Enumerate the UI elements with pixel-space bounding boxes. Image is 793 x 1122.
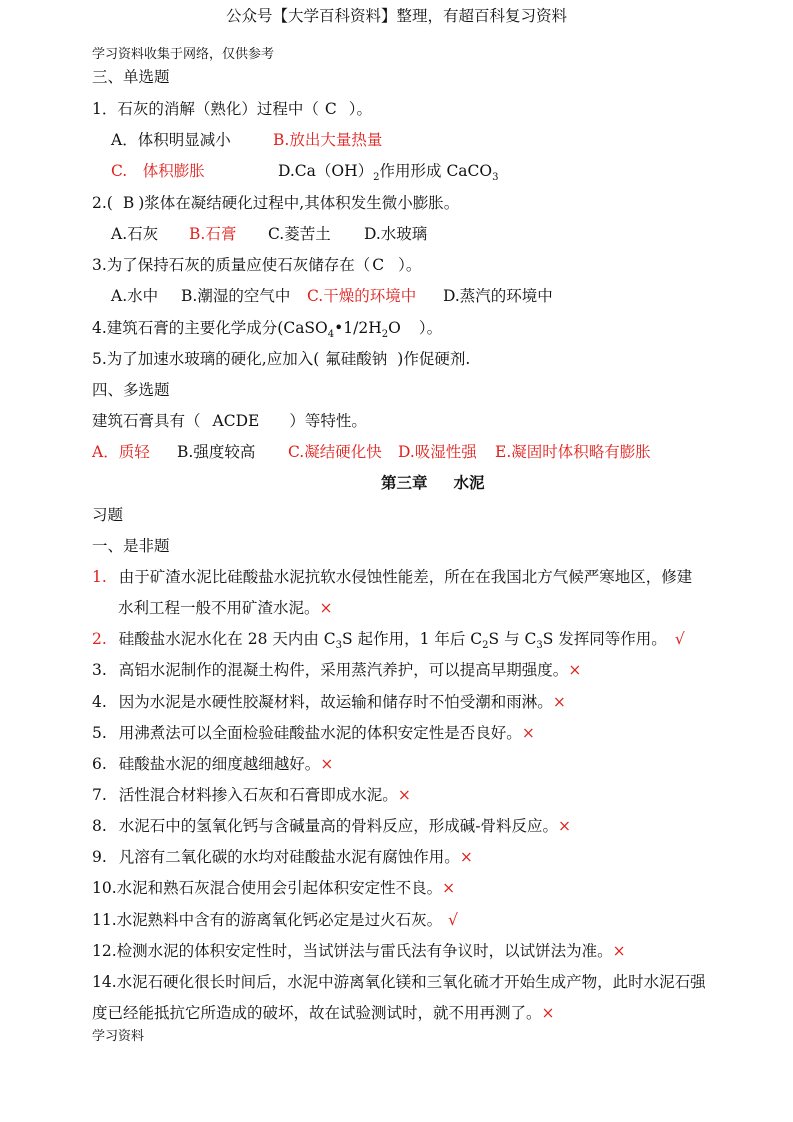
mark-cross: × [541,1004,555,1022]
tf-item-11: 11.水泥熟料中含有的游离氧化钙必定是过火石灰。 √ [92,911,459,929]
answer-2: B [122,194,135,212]
section-multi-choice-title: 四、多选题 [92,381,170,399]
q3-option-a: A.水中 [111,287,159,305]
mark-cross: × [521,724,535,742]
mark-check: √ [674,630,685,648]
tf-item-2: 2. 硅酸盐水泥水化在 28 天内由 $C_3S$ 起作用，1 年后 $C_2S$ 与 $C_3S$ 发挥同等作用。 √ [92,630,685,651]
header-note: 学习资料收集于网络，仅供参考 [92,47,275,62]
tf-item-1-cont: 水利工程一般不用矿渣水泥。× [118,599,333,617]
q2-option-d: D.水玻璃 [364,225,428,243]
tf-item-8: 8. 水泥石中的氢氧化钙与含碱量高的骨料反应，形成碱-骨料反应。× [92,817,572,835]
tf-item-14: 14.水泥石硬化很长时间后，水泥中游离氧化镁和三氧化硫才开始生成产物，此时水泥石强 [92,973,706,991]
q2-option-c: C.菱苦土 [268,225,331,243]
multi-option-d: D.吸湿性强 [398,443,477,461]
page-footer: 学习资料 [92,1029,145,1044]
multi-answer: ACDE [212,412,260,430]
q1-option-d: $D.Ca(OH)_2$作用形成 CaCO$_3$ [278,162,499,183]
tf-item-4: 4. 因为水泥是水硬性胶凝材料，故运输和储存时不怕受潮和雨淋。× [92,693,566,711]
answer-5: 氟硅酸钠 [325,350,388,368]
mark-cross: × [459,848,473,866]
mark-cross: × [319,599,333,617]
mark-cross: × [568,661,582,679]
tf-item-9: 9. 凡溶有二氧化碳的水均对硅酸盐水泥有腐蚀作用。× [92,848,473,866]
q1-option-c: C. 体积膨胀 [111,162,205,180]
question-4-stem: 4.建筑石膏的主要化学成分($CaSO_4•1/2H_2O$ ）。 [92,319,443,340]
exercises-title: 习题 [92,506,124,524]
answer-3: C [372,256,385,274]
answer-1: C [324,100,337,118]
question-2-stem: 2.( B )浆体在凝结硬化过程中,其体积发生微小膨胀。 [92,194,460,212]
multi-question-stem: 建筑石膏具有（ ACDE ）等特性。 [92,412,367,430]
question-1-stem: 1．石灰的消解（熟化）过程中（ C ）。 [92,100,373,118]
q3-option-d: D.蒸汽的环境中 [443,287,553,305]
question-3-stem: 3.为了保持石灰的质量应使石灰储存在（ C ）。 [92,256,422,274]
chapter-heading: 第三章 水泥 [381,473,485,492]
q3-option-c: C.干燥的环境中 [307,287,417,305]
mark-cross: × [397,786,411,804]
q2-option-b: B.石膏 [189,225,237,243]
tf-item-1: 1. 由于矿渣水泥比硅酸盐水泥抗软水侵蚀性能差，所在在我国北方气候严寒地区，修建 [92,568,693,586]
tf-item-5: 5. 用沸煮法可以全面检验硅酸盐水泥的体积安定性是否良好。× [92,724,535,742]
page-header: 公众号【大学百科资料】整理，有超百科复习资料 [225,7,567,25]
mark-check: √ [448,911,459,929]
tf-item-14-cont: 度已经能抵抗它所造成的破坏，故在试验测试时，就不用再测了。× [92,1004,555,1022]
mark-cross: × [320,755,334,773]
multi-option-e: E.凝固时体积略有膨胀 [495,443,651,461]
mark-cross: × [612,942,626,960]
tf-item-7: 7. 活性混合材料掺入石灰和石膏即成水泥。× [92,786,411,804]
q3-option-b: B.潮湿的空气中 [181,287,291,305]
q1-option-a: A．体积明显减小 [111,131,231,149]
q2-option-a: A.石灰 [111,225,159,243]
multi-option-a: A．质轻 [92,443,150,461]
tf-item-3: 3. 高铝水泥制作的混凝土构件，采用蒸汽养护，可以提高早期强度。× [92,661,582,679]
mark-cross: × [552,693,566,711]
mark-cross: × [442,879,456,897]
q1-option-b: B.放出大量热量 [273,131,383,149]
tf-item-6: 6. 硅酸盐水泥的细度越细越好。× [92,755,334,773]
multi-option-b: B.强度较高 [177,443,256,461]
multi-option-c: C.凝结硬化快 [288,443,382,461]
tf-item-10: 10.水泥和熟石灰混合使用会引起体积安定性不良。× [92,879,456,897]
question-5-stem: 5.为了加速水玻璃的硬化,应加入( 氟硅酸钠 )作促硬剂. [92,350,471,368]
section-true-false-title: 一、是非题 [92,537,170,555]
section-single-choice-title: 三、单选题 [92,68,170,86]
tf-item-12: 12.检测水泥的体积安定性时，当试饼法与雷氏法有争议时，以试饼法为准。× [92,942,626,960]
mark-cross: × [558,817,572,835]
